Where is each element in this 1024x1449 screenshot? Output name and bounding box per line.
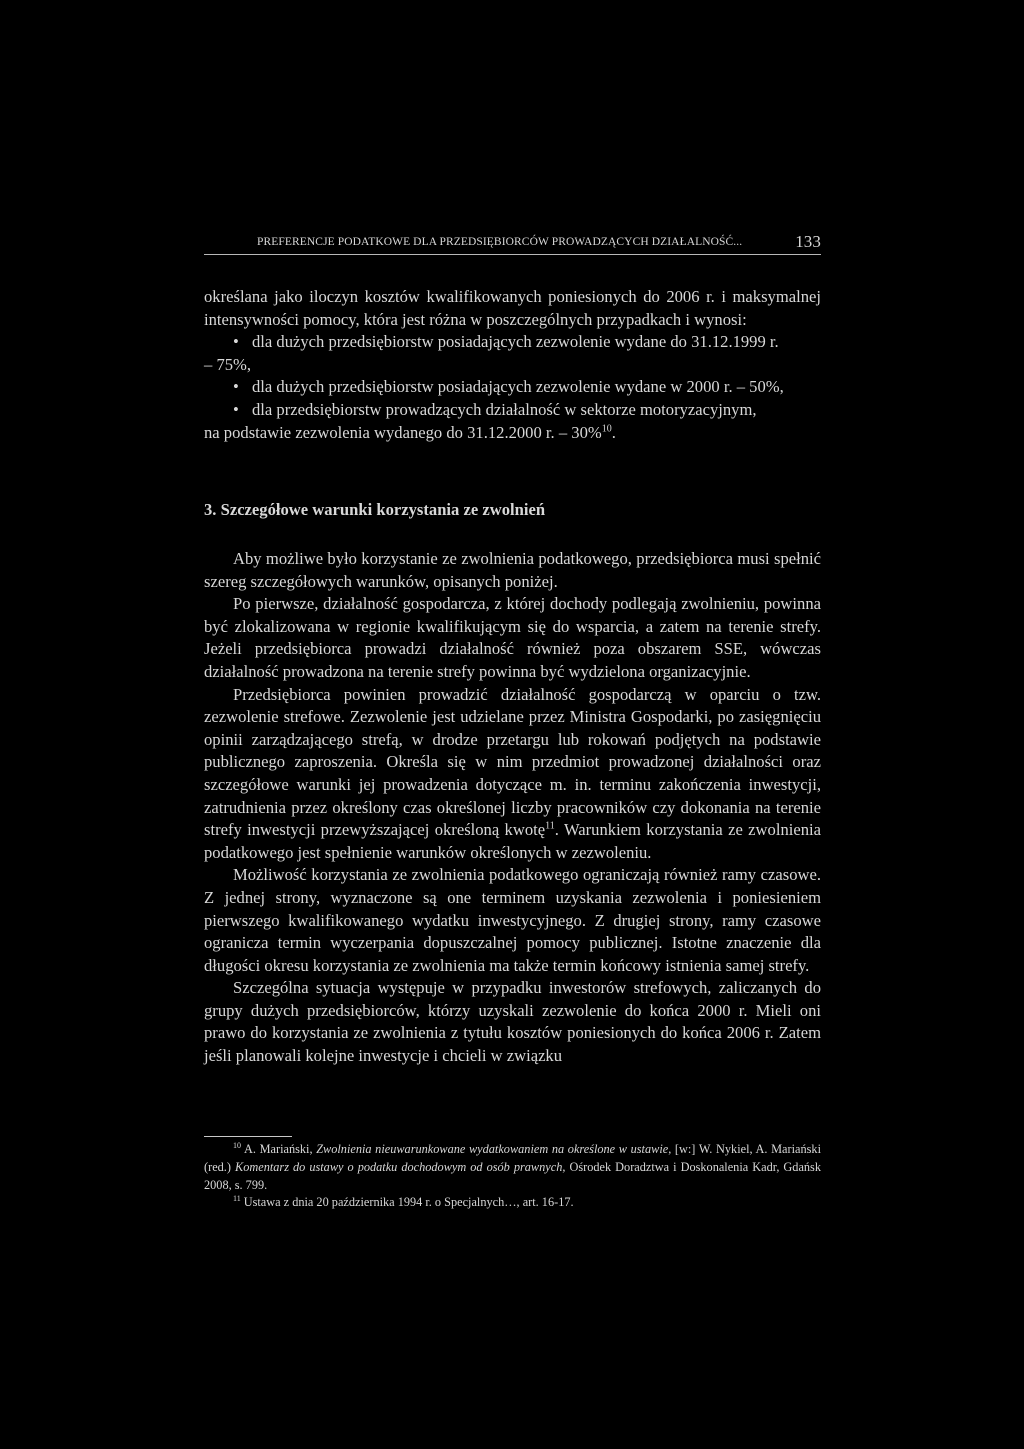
intro-continuation xyxy=(204,422,821,445)
list-item-text: dla dużych przedsiębiorstw posiadających zezwolenie wydane do 31.12.1999 r. xyxy=(252,332,779,352)
footnote-book-title: Komentarz do ustawy o podatku dochodowym od osób prawnych, xyxy=(235,1159,566,1174)
list-item xyxy=(204,331,821,354)
paragraph xyxy=(204,684,821,865)
footnote-divider xyxy=(204,1136,292,1137)
section-body xyxy=(204,548,821,1068)
list-item-text: dla dużych przedsiębiorstw posiadających zezwolenie wydane w 2000 r. – 50%, xyxy=(252,377,784,397)
paragraph: Możliwość korzystania ze zwolnienia podatkowego ograniczają również ramy czasowe. Z jednej strony, wyznaczone są one terminem uzyskania zezwolenia i poniesieniem pierwszego kwalifikowanego wydatku inwestycyjnego. Z drugiej strony, ramy czasowe ogranicza termin wyczerpania dopuszczalnej pomocy publicznej. Istotne znaczenie dla długości okresu korzystania ze zwolnienia ma także termin końcowy istnienia samej strefy. xyxy=(204,865,821,975)
list-item xyxy=(204,376,821,399)
footnote-text: Ustawa z dnia 20 października 1994 r. o Specjalnych…, art. 16-17. xyxy=(243,1195,574,1210)
bullet-icon: • xyxy=(233,377,239,397)
paragraph-text: . Warunkiem korzystania ze zwolnienia podatkowego jest spełnienie warunków określonych w zezwoleniu. xyxy=(204,820,821,862)
footnote-reference: 10 xyxy=(601,423,612,435)
paragraph: Aby możliwe było korzystanie ze zwolnienia podatkowego, przedsiębiorca musi spełnić szereg szczegółowych warunków, opisanych poniżej. xyxy=(204,549,821,591)
footnote-number: 10 xyxy=(233,1140,241,1150)
bullet-icon: • xyxy=(233,332,239,352)
page-number: 133 xyxy=(795,232,821,251)
footnotes xyxy=(204,1141,821,1212)
footnote-title: Zwolnienia nieuwarunkowane wydatkowaniem na określone w ustawie xyxy=(316,1142,669,1156)
footnote-reference: 11 xyxy=(545,820,555,832)
list-item-text: dla przedsiębiorstw prowadzących działalność w sektorze motoryzacyjnym, xyxy=(252,399,757,419)
footnote-text: Ośrodek Doradztwa i Doskonalenia Kadr, Gdańsk 2008, s. 799. xyxy=(204,1159,821,1192)
intro-block xyxy=(204,286,821,444)
list-item xyxy=(204,399,821,422)
footnote-author: A. Mariański, xyxy=(244,1142,313,1156)
footnote-number: 11 xyxy=(233,1194,241,1204)
paragraph-text: Przedsiębiorca powinien prowadzić działalność gospodarczą w oparciu o tzw. zezwolenie strefowe. Zezwolenie jest udzielane przez Ministra Gospodarki, po zasięgnięciu opinii zarządzającego strefą, w drodze przetargu lub rokowań podjętych na podstawie publicznego zaproszenia. Określa się w nim przedmiot prowadzonej działalności oraz szczegółowe warunki jej prowadzenia dotyczące m. in. terminu zakończenia inwestycji, zatrudnienia przez określony czas określonej liczby pracowników czy dokonania na terenie strefy inwestycji przewyższającej określoną kwotę xyxy=(204,684,821,840)
page-header xyxy=(204,232,821,255)
intro-paragraph: określana jako iloczyn kosztów kwalifikowanych poniesionych do 2006 r. i maksymalnej intensywności pomocy, która jest różna w poszczególnych przypadkach i wynosi: xyxy=(204,287,821,329)
bullet-icon: • xyxy=(233,399,239,419)
paragraph: Szczególna sytuacja występuje w przypadku inwestorów strefowych, zaliczanych do grupy dużych przedsiębiorców, którzy uzyskali zezwolenie do końca 2000 r. Mieli oni prawo do korzystania ze zwolnienia z tytułu kosztów poniesionych do końca 2006 r. Zatem jeśli planowali kolejne inwestycje i chcieli w związku xyxy=(204,978,821,1066)
continuation-text: na podstawie zezwolenia wydanego do 31.12.2000 r. – 30% xyxy=(204,422,602,442)
continuation-end: . xyxy=(611,422,616,442)
footnote xyxy=(204,1194,821,1212)
intro-continuation: – 75%, xyxy=(204,354,252,374)
paragraph: Po pierwsze, działalność gospodarcza, z której dochody podlegają zwolnieniu, powinna być zlokalizowana w regionie kwalifikującym się do wsparcia, a zatem na terenie strefy. Jeżeli przedsiębiorca prowadzi działalność również poza obszarem SSE, wówczas działalność prowadzona na terenie strefy powinna być wydzielona organizacyjnie. xyxy=(204,594,821,681)
running-title: PREFERENCJE PODATKOWE DLA PRZEDSIĘBIORCÓW PROWADZĄCYCH DZIAŁALNOŚĆ... xyxy=(257,236,743,248)
footnote xyxy=(204,1141,821,1194)
section-heading: 3. Szczegółowe warunki korzystania ze zwolnień xyxy=(204,500,546,519)
footnote-text: , [w:] W. Nykiel, A. Mariański (red.) xyxy=(204,1142,821,1174)
